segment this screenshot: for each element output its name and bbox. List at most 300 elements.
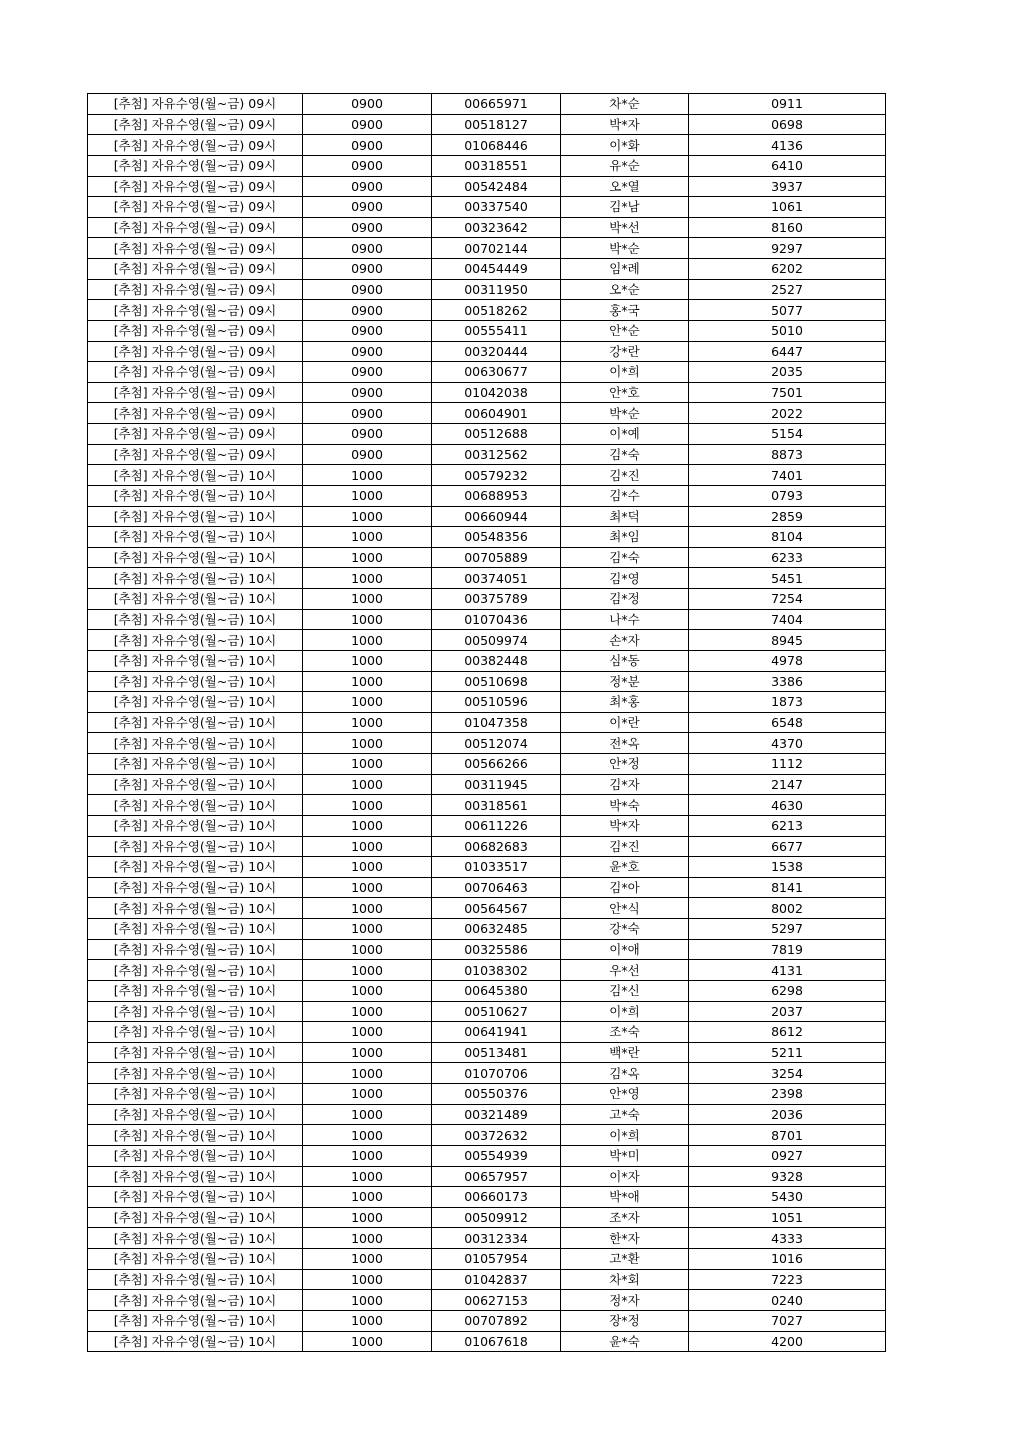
member-id-cell: 01042837	[432, 1269, 561, 1290]
program-cell: [추첨] 자유수영(월~금) 10시	[88, 1331, 303, 1352]
time-code-cell: 1000	[303, 712, 432, 733]
time-code-cell: 1000	[303, 650, 432, 671]
number-cell: 7027	[689, 1310, 886, 1331]
time-code-cell: 1000	[303, 1290, 432, 1311]
name-cell: 전*옥	[561, 733, 689, 754]
program-cell: [추첨] 자유수영(월~금) 09시	[88, 114, 303, 135]
number-cell: 8873	[689, 444, 886, 465]
time-code-cell: 1000	[303, 1249, 432, 1270]
table-row	[88, 135, 886, 156]
table-row	[88, 857, 886, 878]
number-cell: 9328	[689, 1166, 886, 1187]
time-code-cell: 1000	[303, 939, 432, 960]
program-cell: [추첨] 자유수영(월~금) 10시	[88, 960, 303, 981]
member-id-cell: 00705889	[432, 547, 561, 568]
member-id-cell: 00660173	[432, 1187, 561, 1208]
table-row	[88, 630, 886, 651]
name-cell: 임*례	[561, 259, 689, 280]
number-cell: 2022	[689, 403, 886, 424]
number-cell: 4978	[689, 650, 886, 671]
program-cell: [추첨] 자유수영(월~금) 10시	[88, 1042, 303, 1063]
member-id-cell: 00375789	[432, 589, 561, 610]
name-cell: 차*회	[561, 1269, 689, 1290]
number-cell: 7404	[689, 609, 886, 630]
table-row	[88, 568, 886, 589]
member-id-cell: 01047358	[432, 712, 561, 733]
time-code-cell: 1000	[303, 1310, 432, 1331]
member-id-cell: 00382448	[432, 650, 561, 671]
table-row	[88, 754, 886, 775]
table-row	[88, 197, 886, 218]
table-row	[88, 1001, 886, 1022]
program-cell: [추첨] 자유수영(월~금) 10시	[88, 877, 303, 898]
program-cell: [추첨] 자유수영(월~금) 10시	[88, 485, 303, 506]
program-cell: [추첨] 자유수영(월~금) 09시	[88, 259, 303, 280]
name-cell: 이*자	[561, 1166, 689, 1187]
name-cell: 오*열	[561, 176, 689, 197]
program-cell: [추첨] 자유수영(월~금) 10시	[88, 1249, 303, 1270]
member-id-cell: 00566266	[432, 754, 561, 775]
name-cell: 박*자	[561, 114, 689, 135]
member-id-cell: 00510698	[432, 671, 561, 692]
member-id-cell: 00374051	[432, 568, 561, 589]
name-cell: 이*희	[561, 1001, 689, 1022]
number-cell: 2037	[689, 1001, 886, 1022]
table-row	[88, 1331, 886, 1352]
number-cell: 5010	[689, 320, 886, 341]
name-cell: 고*환	[561, 1249, 689, 1270]
member-id-cell: 01057954	[432, 1249, 561, 1270]
number-cell: 5451	[689, 568, 886, 589]
table-row	[88, 547, 886, 568]
number-cell: 4131	[689, 960, 886, 981]
number-cell: 9297	[689, 238, 886, 259]
number-cell: 5297	[689, 919, 886, 940]
program-cell: [추첨] 자유수영(월~금) 09시	[88, 155, 303, 176]
program-cell: [추첨] 자유수영(월~금) 10시	[88, 589, 303, 610]
table-row	[88, 1125, 886, 1146]
member-id-cell: 00318551	[432, 155, 561, 176]
time-code-cell: 1000	[303, 568, 432, 589]
name-cell: 정*분	[561, 671, 689, 692]
name-cell: 안*영	[561, 1084, 689, 1105]
name-cell: 박*미	[561, 1145, 689, 1166]
program-cell: [추첨] 자유수영(월~금) 10시	[88, 1310, 303, 1331]
number-cell: 2527	[689, 279, 886, 300]
number-cell: 0240	[689, 1290, 886, 1311]
number-cell: 5430	[689, 1187, 886, 1208]
program-cell: [추첨] 자유수영(월~금) 09시	[88, 382, 303, 403]
member-id-cell: 00509912	[432, 1207, 561, 1228]
program-cell: [추첨] 자유수영(월~금) 10시	[88, 671, 303, 692]
number-cell: 7401	[689, 465, 886, 486]
number-cell: 4370	[689, 733, 886, 754]
member-id-cell: 00518262	[432, 300, 561, 321]
member-id-cell: 00660944	[432, 506, 561, 527]
name-cell: 박*순	[561, 238, 689, 259]
member-id-cell: 00706463	[432, 877, 561, 898]
name-cell: 이*희	[561, 1125, 689, 1146]
number-cell: 6233	[689, 547, 886, 568]
name-cell: 박*선	[561, 217, 689, 238]
name-cell: 김*숙	[561, 547, 689, 568]
program-cell: [추첨] 자유수영(월~금) 09시	[88, 176, 303, 197]
name-cell: 유*순	[561, 155, 689, 176]
member-id-cell: 00555411	[432, 320, 561, 341]
number-cell: 8945	[689, 630, 886, 651]
program-cell: [추첨] 자유수영(월~금) 10시	[88, 1228, 303, 1249]
time-code-cell: 1000	[303, 1125, 432, 1146]
table-row	[88, 341, 886, 362]
member-id-cell: 00564567	[432, 898, 561, 919]
member-id-cell: 00630677	[432, 362, 561, 383]
program-cell: [추첨] 자유수영(월~금) 10시	[88, 1063, 303, 1084]
time-code-cell: 0900	[303, 341, 432, 362]
time-code-cell: 1000	[303, 630, 432, 651]
name-cell: 이*애	[561, 939, 689, 960]
number-cell: 4333	[689, 1228, 886, 1249]
number-cell: 6410	[689, 155, 886, 176]
time-code-cell: 1000	[303, 774, 432, 795]
time-code-cell: 0900	[303, 94, 432, 115]
name-cell: 한*자	[561, 1228, 689, 1249]
member-id-cell: 01033517	[432, 857, 561, 878]
program-cell: [추첨] 자유수영(월~금) 10시	[88, 1269, 303, 1290]
table-row	[88, 527, 886, 548]
program-cell: [추첨] 자유수영(월~금) 09시	[88, 300, 303, 321]
name-cell: 오*순	[561, 279, 689, 300]
time-code-cell: 0900	[303, 320, 432, 341]
member-id-cell: 00372632	[432, 1125, 561, 1146]
program-cell: [추첨] 자유수영(월~금) 09시	[88, 197, 303, 218]
program-cell: [추첨] 자유수영(월~금) 10시	[88, 1187, 303, 1208]
number-cell: 0793	[689, 485, 886, 506]
member-id-cell: 00312334	[432, 1228, 561, 1249]
number-cell: 7819	[689, 939, 886, 960]
name-cell: 백*란	[561, 1042, 689, 1063]
member-id-cell: 00632485	[432, 919, 561, 940]
name-cell: 심*동	[561, 650, 689, 671]
number-cell: 3386	[689, 671, 886, 692]
program-cell: [추첨] 자유수영(월~금) 10시	[88, 815, 303, 836]
table-row	[88, 877, 886, 898]
name-cell: 안*호	[561, 382, 689, 403]
time-code-cell: 1000	[303, 980, 432, 1001]
program-cell: [추첨] 자유수영(월~금) 10시	[88, 1084, 303, 1105]
member-id-cell: 00611226	[432, 815, 561, 836]
table-row	[88, 320, 886, 341]
name-cell: 김*옥	[561, 1063, 689, 1084]
table-row	[88, 1310, 886, 1331]
table-row	[88, 176, 886, 197]
number-cell: 4200	[689, 1331, 886, 1352]
table-row	[88, 712, 886, 733]
name-cell: 안*식	[561, 898, 689, 919]
member-id-cell: 00510627	[432, 1001, 561, 1022]
name-cell: 강*란	[561, 341, 689, 362]
table-row	[88, 1249, 886, 1270]
time-code-cell: 1000	[303, 692, 432, 713]
number-cell: 8701	[689, 1125, 886, 1146]
table-row	[88, 1228, 886, 1249]
name-cell: 안*순	[561, 320, 689, 341]
program-cell: [추첨] 자유수영(월~금) 10시	[88, 939, 303, 960]
program-cell: [추첨] 자유수영(월~금) 09시	[88, 135, 303, 156]
member-id-cell: 01038302	[432, 960, 561, 981]
program-cell: [추첨] 자유수영(월~금) 10시	[88, 919, 303, 940]
table-row	[88, 382, 886, 403]
table-row	[88, 259, 886, 280]
name-cell: 손*자	[561, 630, 689, 651]
program-cell: [추첨] 자유수영(월~금) 10시	[88, 1145, 303, 1166]
member-id-cell: 01042038	[432, 382, 561, 403]
table-body	[88, 94, 886, 1352]
program-cell: [추첨] 자유수영(월~금) 09시	[88, 217, 303, 238]
member-id-cell: 00311945	[432, 774, 561, 795]
time-code-cell: 1000	[303, 1207, 432, 1228]
name-cell: 김*아	[561, 877, 689, 898]
time-code-cell: 1000	[303, 506, 432, 527]
member-id-cell: 00323642	[432, 217, 561, 238]
table-row	[88, 1187, 886, 1208]
time-code-cell: 0900	[303, 197, 432, 218]
time-code-cell: 1000	[303, 836, 432, 857]
program-cell: [추첨] 자유수영(월~금) 09시	[88, 279, 303, 300]
program-cell: [추첨] 자유수영(월~금) 10시	[88, 527, 303, 548]
name-cell: 윤*호	[561, 857, 689, 878]
table-row	[88, 403, 886, 424]
name-cell: 우*선	[561, 960, 689, 981]
member-id-cell: 01070436	[432, 609, 561, 630]
table-row	[88, 733, 886, 754]
table-row	[88, 465, 886, 486]
time-code-cell: 1000	[303, 754, 432, 775]
time-code-cell: 1000	[303, 1084, 432, 1105]
table-row	[88, 919, 886, 940]
name-cell: 김*숙	[561, 444, 689, 465]
table-row	[88, 1166, 886, 1187]
number-cell: 4630	[689, 795, 886, 816]
table-row	[88, 1145, 886, 1166]
table-row	[88, 1022, 886, 1043]
table-row	[88, 506, 886, 527]
member-id-cell: 00604901	[432, 403, 561, 424]
time-code-cell: 1000	[303, 1022, 432, 1043]
member-id-cell: 00311950	[432, 279, 561, 300]
member-id-cell: 00337540	[432, 197, 561, 218]
program-cell: [추첨] 자유수영(월~금) 10시	[88, 1022, 303, 1043]
time-code-cell: 1000	[303, 857, 432, 878]
member-id-cell: 01070706	[432, 1063, 561, 1084]
name-cell: 이*란	[561, 712, 689, 733]
time-code-cell: 0900	[303, 238, 432, 259]
table-row	[88, 279, 886, 300]
time-code-cell: 1000	[303, 795, 432, 816]
number-cell: 6298	[689, 980, 886, 1001]
name-cell: 김*진	[561, 465, 689, 486]
time-code-cell: 1000	[303, 589, 432, 610]
program-cell: [추첨] 자유수영(월~금) 10시	[88, 1001, 303, 1022]
name-cell: 박*애	[561, 1187, 689, 1208]
member-id-cell: 00510596	[432, 692, 561, 713]
table-row	[88, 1269, 886, 1290]
program-cell: [추첨] 자유수영(월~금) 09시	[88, 341, 303, 362]
table-row	[88, 774, 886, 795]
program-cell: [추첨] 자유수영(월~금) 10시	[88, 506, 303, 527]
time-code-cell: 0900	[303, 176, 432, 197]
table-row	[88, 238, 886, 259]
name-cell: 김*신	[561, 980, 689, 1001]
member-id-cell: 00518127	[432, 114, 561, 135]
number-cell: 8160	[689, 217, 886, 238]
number-cell: 3254	[689, 1063, 886, 1084]
time-code-cell: 0900	[303, 362, 432, 383]
number-cell: 1016	[689, 1249, 886, 1270]
member-id-cell: 00707892	[432, 1310, 561, 1331]
table-row	[88, 362, 886, 383]
program-cell: [추첨] 자유수영(월~금) 09시	[88, 424, 303, 445]
program-cell: [추첨] 자유수영(월~금) 10시	[88, 1166, 303, 1187]
number-cell: 1112	[689, 754, 886, 775]
program-cell: [추첨] 자유수영(월~금) 10시	[88, 857, 303, 878]
table-row	[88, 1290, 886, 1311]
table-row	[88, 650, 886, 671]
program-cell: [추첨] 자유수영(월~금) 10시	[88, 980, 303, 1001]
number-cell: 6202	[689, 259, 886, 280]
table-row	[88, 1042, 886, 1063]
table-row	[88, 94, 886, 115]
name-cell: 홍*국	[561, 300, 689, 321]
program-cell: [추첨] 자유수영(월~금) 10시	[88, 609, 303, 630]
number-cell: 6677	[689, 836, 886, 857]
program-cell: [추첨] 자유수영(월~금) 10시	[88, 650, 303, 671]
name-cell: 김*진	[561, 836, 689, 857]
number-cell: 2036	[689, 1104, 886, 1125]
program-cell: [추첨] 자유수영(월~금) 09시	[88, 320, 303, 341]
number-cell: 2398	[689, 1084, 886, 1105]
table-row	[88, 692, 886, 713]
program-cell: [추첨] 자유수영(월~금) 09시	[88, 403, 303, 424]
name-cell: 최*홍	[561, 692, 689, 713]
table-row	[88, 1063, 886, 1084]
name-cell: 윤*숙	[561, 1331, 689, 1352]
time-code-cell: 1000	[303, 960, 432, 981]
table-row	[88, 485, 886, 506]
time-code-cell: 1000	[303, 1104, 432, 1125]
table-row	[88, 300, 886, 321]
name-cell: 박*숙	[561, 795, 689, 816]
name-cell: 최*덕	[561, 506, 689, 527]
name-cell: 정*자	[561, 1290, 689, 1311]
number-cell: 0911	[689, 94, 886, 115]
program-cell: [추첨] 자유수영(월~금) 10시	[88, 547, 303, 568]
time-code-cell: 0900	[303, 444, 432, 465]
name-cell: 이*예	[561, 424, 689, 445]
time-code-cell: 1000	[303, 527, 432, 548]
name-cell: 김*영	[561, 568, 689, 589]
time-code-cell: 1000	[303, 465, 432, 486]
table-row	[88, 217, 886, 238]
program-cell: [추첨] 자유수영(월~금) 10시	[88, 795, 303, 816]
time-code-cell: 0900	[303, 300, 432, 321]
program-cell: [추첨] 자유수영(월~금) 10시	[88, 1104, 303, 1125]
number-cell: 7254	[689, 589, 886, 610]
table-row	[88, 815, 886, 836]
table-row	[88, 1104, 886, 1125]
number-cell: 8104	[689, 527, 886, 548]
table-row	[88, 424, 886, 445]
number-cell: 8002	[689, 898, 886, 919]
table-row	[88, 444, 886, 465]
name-cell: 안*정	[561, 754, 689, 775]
name-cell: 고*숙	[561, 1104, 689, 1125]
number-cell: 1873	[689, 692, 886, 713]
program-cell: [추첨] 자유수영(월~금) 10시	[88, 1125, 303, 1146]
table-row	[88, 898, 886, 919]
number-cell: 2035	[689, 362, 886, 383]
name-cell: 김*정	[561, 589, 689, 610]
time-code-cell: 1000	[303, 815, 432, 836]
table-row	[88, 589, 886, 610]
program-cell: [추첨] 자유수영(월~금) 09시	[88, 238, 303, 259]
lottery-results-table	[87, 93, 886, 1352]
time-code-cell: 1000	[303, 1166, 432, 1187]
table-row	[88, 836, 886, 857]
time-code-cell: 1000	[303, 1063, 432, 1084]
time-code-cell: 1000	[303, 733, 432, 754]
time-code-cell: 1000	[303, 1187, 432, 1208]
table-row	[88, 155, 886, 176]
program-cell: [추첨] 자유수영(월~금) 10시	[88, 1290, 303, 1311]
time-code-cell: 0900	[303, 217, 432, 238]
member-id-cell: 00550376	[432, 1084, 561, 1105]
member-id-cell: 00509974	[432, 630, 561, 651]
number-cell: 2859	[689, 506, 886, 527]
number-cell: 6548	[689, 712, 886, 733]
name-cell: 차*순	[561, 94, 689, 115]
member-id-cell: 00454449	[432, 259, 561, 280]
program-cell: [추첨] 자유수영(월~금) 10시	[88, 898, 303, 919]
member-id-cell: 00665971	[432, 94, 561, 115]
time-code-cell: 1000	[303, 547, 432, 568]
name-cell: 이*화	[561, 135, 689, 156]
number-cell: 7501	[689, 382, 886, 403]
number-cell: 1061	[689, 197, 886, 218]
table-row	[88, 939, 886, 960]
member-id-cell: 00325586	[432, 939, 561, 960]
member-id-cell: 00645380	[432, 980, 561, 1001]
program-cell: [추첨] 자유수영(월~금) 10시	[88, 1207, 303, 1228]
table-row	[88, 114, 886, 135]
member-id-cell: 00512688	[432, 424, 561, 445]
table-row	[88, 1084, 886, 1105]
member-id-cell: 00318561	[432, 795, 561, 816]
name-cell: 박*자	[561, 815, 689, 836]
name-cell: 김*남	[561, 197, 689, 218]
time-code-cell: 1000	[303, 1042, 432, 1063]
number-cell: 0927	[689, 1145, 886, 1166]
time-code-cell: 0900	[303, 114, 432, 135]
table-row	[88, 980, 886, 1001]
member-id-cell: 00548356	[432, 527, 561, 548]
number-cell: 6447	[689, 341, 886, 362]
time-code-cell: 1000	[303, 1145, 432, 1166]
name-cell: 조*자	[561, 1207, 689, 1228]
time-code-cell: 0900	[303, 155, 432, 176]
time-code-cell: 1000	[303, 1228, 432, 1249]
number-cell: 5211	[689, 1042, 886, 1063]
table-row	[88, 1207, 886, 1228]
